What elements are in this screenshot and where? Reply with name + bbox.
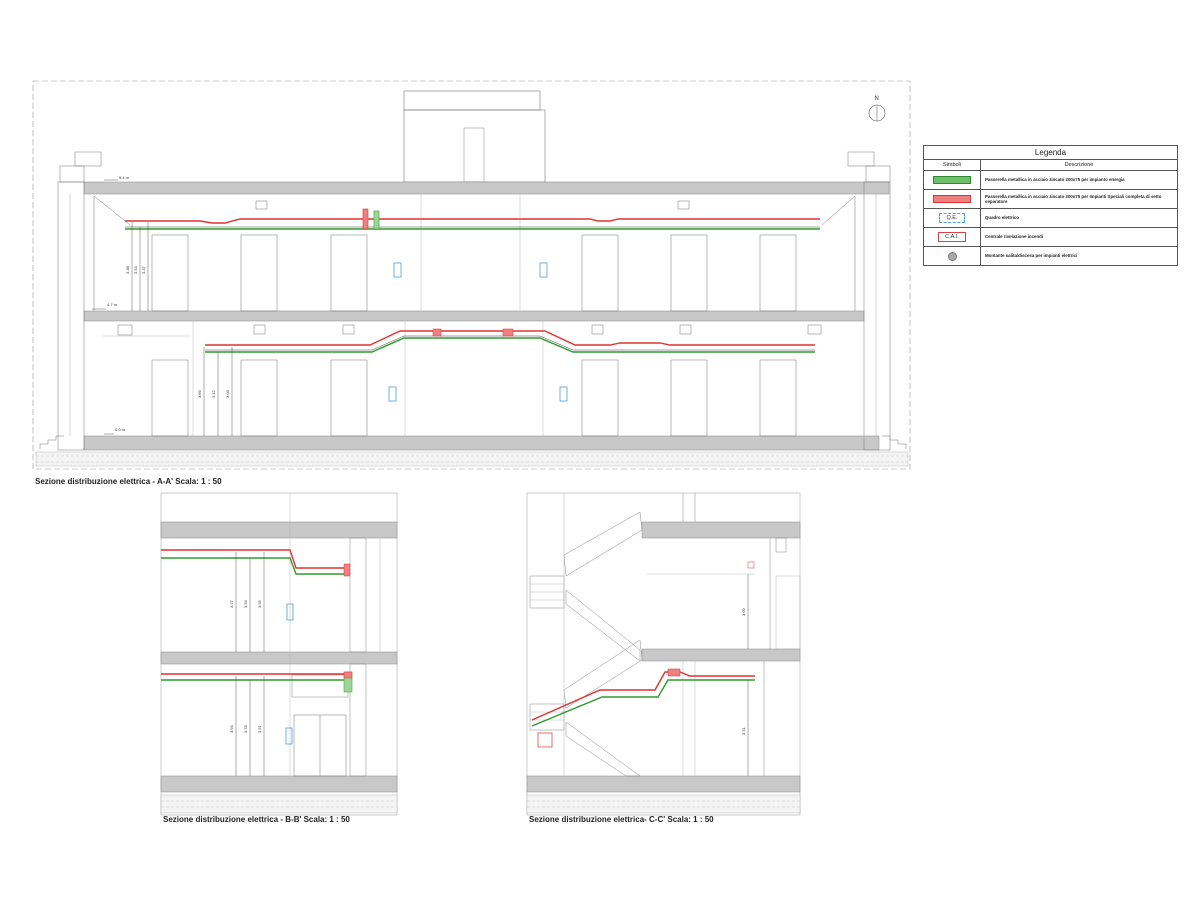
b-dim-upper-2: 3.54 [243,600,248,608]
upper-special-tray [125,219,820,223]
dim-upper-1: 3.38 [125,266,130,274]
legend-row-cai [924,228,1177,247]
section-c-drawing [527,493,800,815]
tower-body [404,110,545,182]
dim-lower-3: 3.04 [225,390,230,398]
dim-upper-2: 3.54 [133,266,138,274]
dim-lower-2: 3.12 [211,390,216,398]
level-label-roof: 9.4 m [119,175,130,180]
section-b-upper-energy-tray [161,558,350,574]
level-label-ground: 0.0 m [115,427,126,432]
b-dim-upper-1: 3.77 [229,600,234,608]
level-label-first: 4.7 m [107,302,118,307]
legend-header [924,160,1177,171]
section-a-frame [33,81,910,469]
legend-desc-special: Passerella metallica in acciaio zincato 200x75 per Impianti Speciali completa di setto separatore [985,193,1162,204]
qe-symbol: Q.E. [939,213,964,223]
c-dim-2: 3.51 [741,727,746,735]
ground-slab [84,436,879,450]
section-b-drawing [161,493,397,815]
chimney-left [75,152,101,166]
legend-desc-riser: Montante salita/discesa per impianti elettrici [985,253,1078,259]
chimney-right [848,152,874,166]
section-b-upper-special-tray [161,550,350,568]
first-floor-slab [84,311,864,321]
tower-top [404,91,540,110]
c-dim-1: 3.69 [741,608,746,616]
section-a-caption: Sezione distribuzione elettrica - A-A' Scala: 1 : 50 [35,477,222,486]
special-tray-icon [933,195,971,203]
roof-slab [84,182,889,194]
b-dim-lower-2: 3.78 [243,725,248,733]
section-c-cai-panel [538,733,552,747]
section-c-caption: Sezione distribuzione elettrica- C-C' Scala: 1 : 50 [529,815,714,824]
panel-qe-upper-left [394,263,401,277]
legend-row-riser [924,247,1177,265]
panel-qe-lower-right [560,387,567,401]
legend-row-energy-tray [924,171,1177,190]
panel-qe-lower-left [389,387,396,401]
section-b-caption: Sezione distribuzione elettrica - B-B' Scala: 1 : 50 [163,815,350,824]
legend-desc-cai: Centrale rivelazione incendi [985,234,1044,240]
cai-symbol: C.A.I. [938,232,966,242]
legend-desc-energy: Passerella metallica in acciaio zincato 200x75 per impianto energia [985,177,1125,183]
dim-upper-3: 3.37 [141,266,146,274]
legend-col-symbols: Simboli [924,160,981,170]
legend-row-special-tray [924,190,1177,209]
b-dim-lower-1: 3.94 [229,725,234,733]
legend-title: Legenda [924,146,1177,160]
legend-table [923,145,1178,266]
legend-col-description: Descrizione [1064,162,1094,168]
upper-riser-special [363,209,368,229]
section-b-panel-lower [286,728,292,744]
section-a-drawing [33,81,910,469]
panel-qe-upper-right [540,263,547,277]
foundation-hatch [36,452,908,466]
b-dim-upper-3: 3.55 [257,600,262,608]
legend-desc-qe: Quadro elettrico [985,215,1019,221]
legend-row-qe [924,209,1177,228]
dim-lower-1: 3.69 [197,390,202,398]
upper-riser-energy [374,211,379,229]
b-dim-lower-3: 3.51 [257,725,262,733]
energy-tray-icon [933,176,971,184]
compass-label: N [874,96,879,102]
riser-dot-icon [948,252,957,261]
